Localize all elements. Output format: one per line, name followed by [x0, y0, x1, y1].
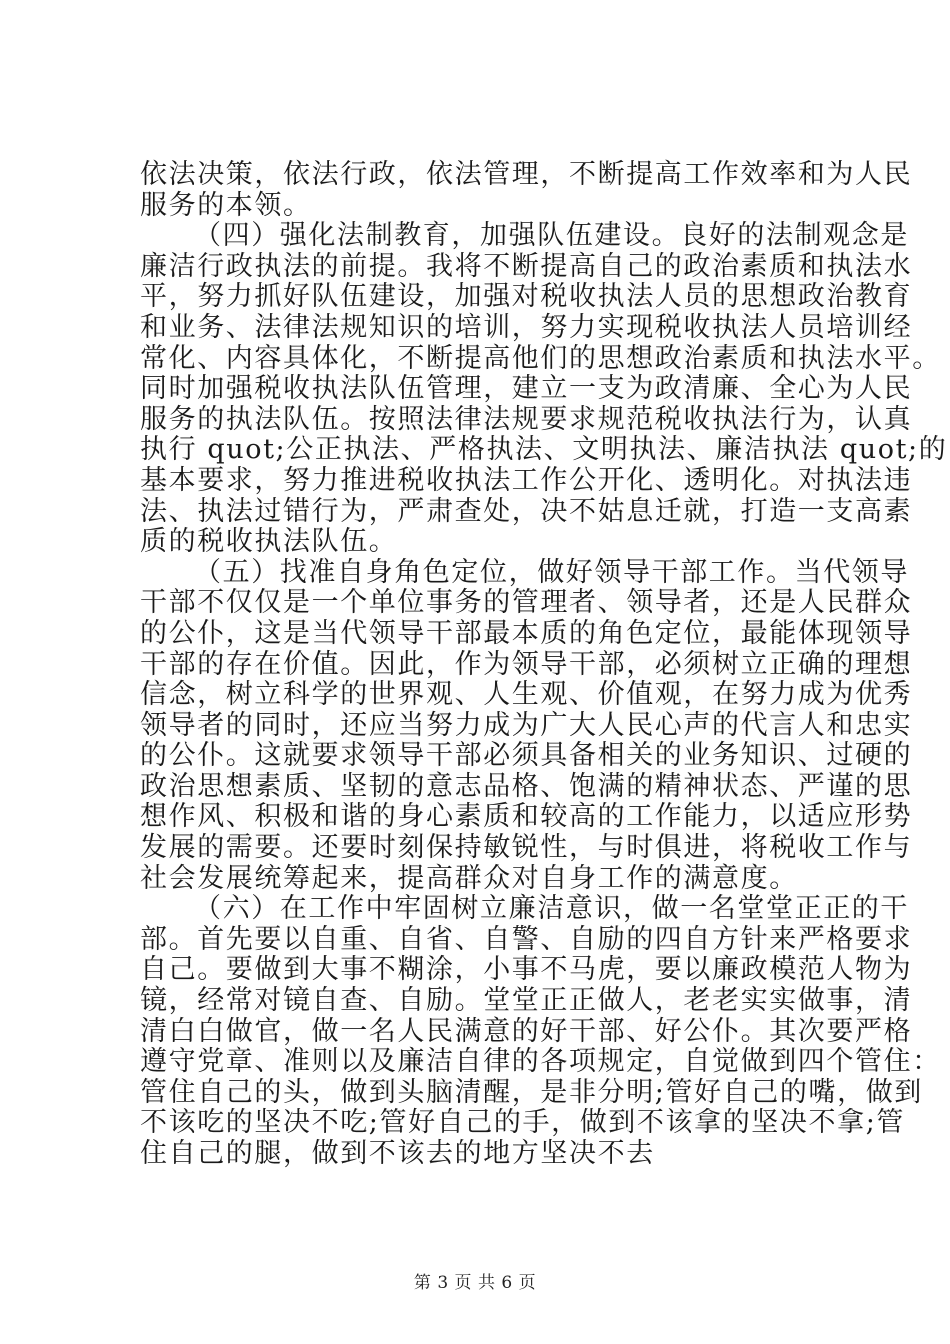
text-line: 镜，经常对镜自查、自励。堂堂正正做人，老老实实做事，清 — [140, 985, 913, 1017]
text-line: 政治思想素质、坚韧的意志品格、饱满的精神状态、严谨的思 — [140, 770, 913, 802]
text-line: 信念，树立科学的世界观、人生观、价值观，在努力成为优秀 — [140, 679, 913, 711]
paragraph-start-four: （四）强化法制教育，加强队伍建设。良好的法制观念是 — [194, 220, 909, 252]
text-line: 依法决策，依法行政，依法管理，不断提高工作效率和为人民 — [140, 159, 913, 190]
text-line: 的公仆。这就要求领导干部必须具备相关的业务知识、过硬的 — [140, 740, 913, 772]
text-line: 清白白做官，做一名人民满意的好干部、好公仆。其次要严格 — [140, 1015, 913, 1047]
text-line: 廉洁行政执法的前提。我将不断提高自己的政治素质和执法水 — [140, 250, 913, 282]
text-line: 自己。要做到大事不糊涂，小事不马虎，要以廉政模范人物为 — [140, 954, 913, 986]
body-text — [140, 159, 948, 1170]
paragraph-start-five: （五）找准自身角色定位，做好领导干部工作。当代领导 — [194, 556, 909, 588]
text-line: 同时加强税收执法队伍管理，建立一支为政清廉、全心为人民 — [140, 373, 913, 405]
text-line: 平，努力抓好队伍建设，加强对税收执法人员的思想政治教育 — [140, 281, 913, 313]
text-line: 不该吃的坚决不吃;管好自己的手，做到不该拿的坚决不拿;管 — [140, 1107, 905, 1139]
text-line: 遵守党章、准则以及廉洁自律的各项规定，自觉做到四个管住： — [140, 1046, 941, 1078]
text-line: 想作风、积极和谐的身心素质和较高的工作能力，以适应形势 — [140, 801, 913, 833]
text-line: 服务的本领。 — [140, 189, 312, 221]
text-line: 基本要求，努力推进税收执法工作公开化、透明化。对执法违 — [140, 464, 913, 496]
text-line: 部。首先要以自重、自省、自警、自励的四自方针来严格要求 — [140, 923, 913, 955]
text-line: 领导者的同时，还应当努力成为广大人民心声的代言人和忠实 — [140, 709, 913, 741]
page-number-footer: 第 3 页 共 6 页 — [413, 1273, 537, 1293]
text-line: 干部的存在价值。因此，作为领导干部，必须树立正确的理想 — [140, 648, 913, 680]
text-line: 社会发展统筹起来，提高群众对自身工作的满意度。 — [140, 862, 798, 894]
text-line: 和业务、法律法规知识的培训，努力实现税收执法人员培训经 — [140, 311, 913, 343]
text-line: 的公仆，这是当代领导干部最本质的角色定位，最能体现领导 — [140, 617, 913, 649]
paragraph-start-six: （六）在工作中牢固树立廉洁意识，做一名堂堂正正的干 — [194, 893, 909, 925]
text-line: 发展的需要。还要时刻保持敏锐性，与时俱进，将税收工作与 — [140, 832, 913, 864]
text-line: 质的税收执法队伍。 — [140, 526, 398, 558]
text-line: 常化、内容具体化，不断提高他们的思想政治素质和执法水平。 — [140, 342, 941, 374]
text-line: 法、执法过错行为，严肃查处，决不姑息迁就，打造一支高素 — [140, 495, 913, 527]
text-line: 干部不仅仅是一个单位事务的管理者、领导者，还是人民群众 — [140, 587, 913, 619]
text-line: 执行 quot;公正执法、严格执法、文明执法、廉洁执法 quot;的 — [140, 434, 948, 466]
text-line: 管住自己的头，做到头脑清醒，是非分明;管好自己的嘴，做到 — [140, 1076, 923, 1108]
text-line: 服务的执法队伍。按照法律法规要求规范税收执法行为，认真 — [140, 403, 913, 435]
text-line: 住自己的腿，做到不该去的地方坚决不去 — [140, 1138, 655, 1169]
